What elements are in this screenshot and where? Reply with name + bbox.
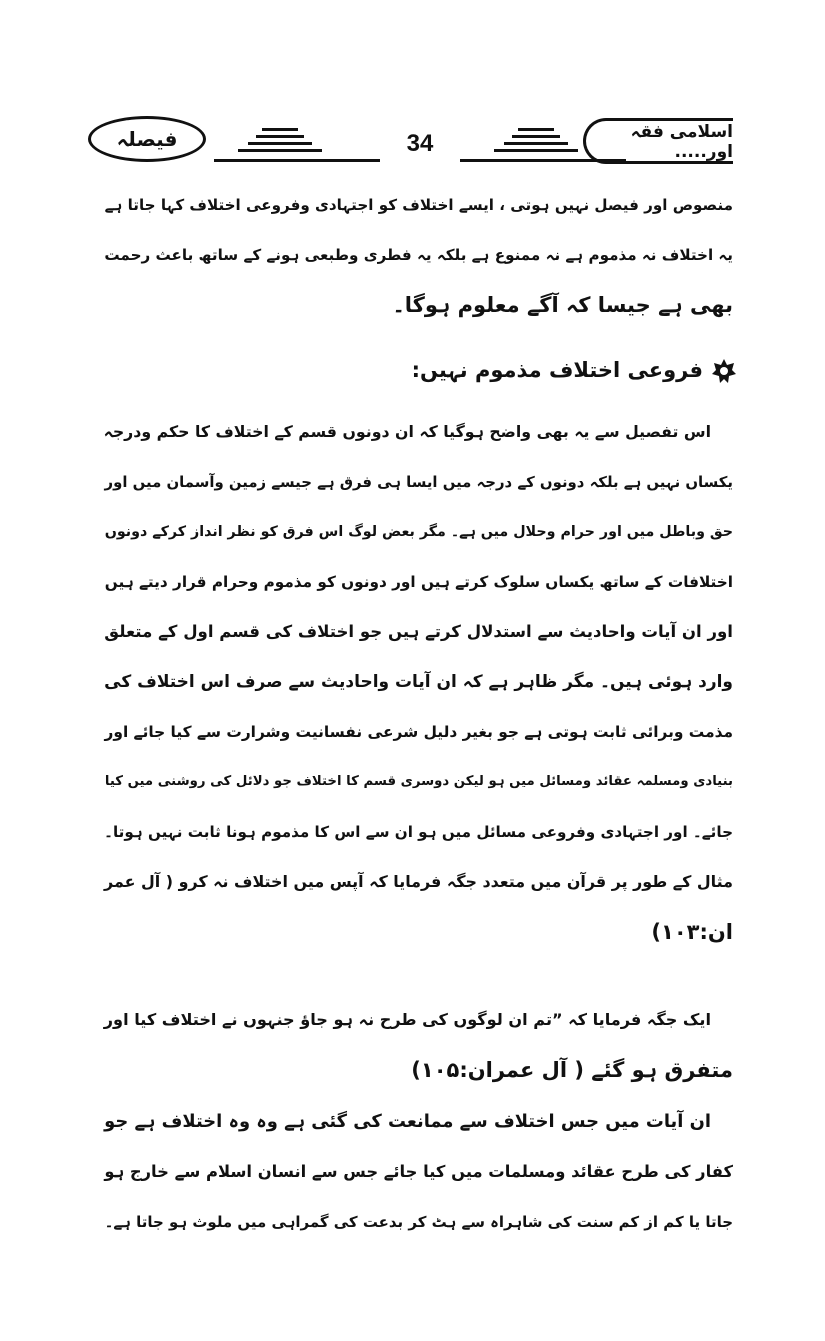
text-line: اور ان آیات واحادیث سے استدلال کرتے ہیں جو اختلاف کی قسم اول کے متعلق — [104, 622, 733, 641]
text-line: مذمت وبرائی ثابت ہوتی ہے جو بغیر دلیل شرعی نفسانیت وشرارت سے کیا جائے اور — [104, 723, 733, 741]
text-line: وارد ہوئی ہیں۔ مگر ظاہر ہے کہ ان آیات واحادیث سے صرف اس اختلاف کی — [104, 672, 733, 692]
text-line: منصوص اور فیصل نہیں ہوتی ، ایسے اختلاف کو اجتہادی وفروعی اختلاف کہا جاتا ہے — [104, 196, 733, 214]
text-line: اختلافات کے ساتھ یکساں سلوک کرتے ہیں اور دونوں کو مذموم وحرام قرار دیتے ہیں — [104, 573, 733, 591]
page-number: 34 — [406, 130, 434, 157]
text-line: جائے۔ اور اجتہادی وفروعی مسائل میں ہو ان سے اس کا مذموم ہونا ثابت نہیں ہوتا۔ — [104, 823, 733, 841]
text-line: یکساں نہیں ہے بلکہ دونوں کے درجہ میں ایسا ہی فرق ہے جیسے زمین وآسمان میں اور — [104, 473, 733, 491]
paragraph-4 — [91, 1097, 733, 1247]
text-line: اس تفصیل سے یہ بھی واضح ہوگیا کہ ان دونوں قسم کے اختلاف کا حکم ودرجہ — [103, 422, 711, 441]
text-line: ایک جگہ فرمایا کہ ”تم ان لوگوں کی طرح نہ ہو جاؤ جنہوں نے اختلاف کیا اور — [103, 1010, 711, 1029]
section-heading — [95, 345, 737, 395]
text-line: ان:۱۰۳) — [651, 920, 733, 944]
star-bullet-icon — [711, 358, 737, 384]
left-ornament-icon — [210, 124, 380, 166]
chapter-badge: فیصلہ — [88, 116, 206, 162]
paragraph-2 — [91, 407, 733, 957]
text-line: بھی ہے جیسا کہ آگے معلوم ہوگا۔ — [392, 293, 733, 317]
text-line: ان آیات میں جس اختلاف سے ممانعت کی گئی ہے وہ وہ اختلاف ہے جو — [104, 1111, 711, 1132]
text-line: جاتا یا کم از کم سنت کی شاہراہ سے ہٹ کر بدعت کی گمراہی میں ملوث ہو جاتا ہے۔ — [104, 1213, 733, 1231]
text-line: بنیادی ومسلمہ عقائد ومسائل میں ہو لیکن دوسری قسم کا اختلاف جو دلائل کی روشنی میں کیا — [104, 774, 733, 789]
text-line: حق وباطل میں اور حرام وحلال میں ہے۔ مگر بعض لوگ اس فرق کو نظر انداز کرکے دونوں — [104, 524, 733, 540]
text-line: متفرق ہو گئے ( آل عمران:۱۰۵) — [411, 1058, 733, 1082]
text-line: کفار کی طرح عقائد ومسلمات میں کیا جائے جس سے انسان اسلام سے خارج ہو — [104, 1162, 733, 1181]
book-title: اسلامی فقہ اور..... — [583, 118, 733, 164]
paragraph-3 — [91, 995, 733, 1095]
text-line: یہ اختلاف نہ مذموم ہے نہ ممنوع ہے بلکہ یہ فطری وطبعی ہونے کے ساتھ باعث رحمت — [104, 246, 733, 264]
text-line: مثال کے طور پر قرآن میں متعدد جگہ فرمایا کہ آپس میں اختلاف نہ کرو ( آل عمر — [104, 872, 733, 891]
paragraph-1 — [91, 180, 733, 330]
heading-text: فروعی اختلاف مذموم نہیں: — [411, 358, 703, 382]
